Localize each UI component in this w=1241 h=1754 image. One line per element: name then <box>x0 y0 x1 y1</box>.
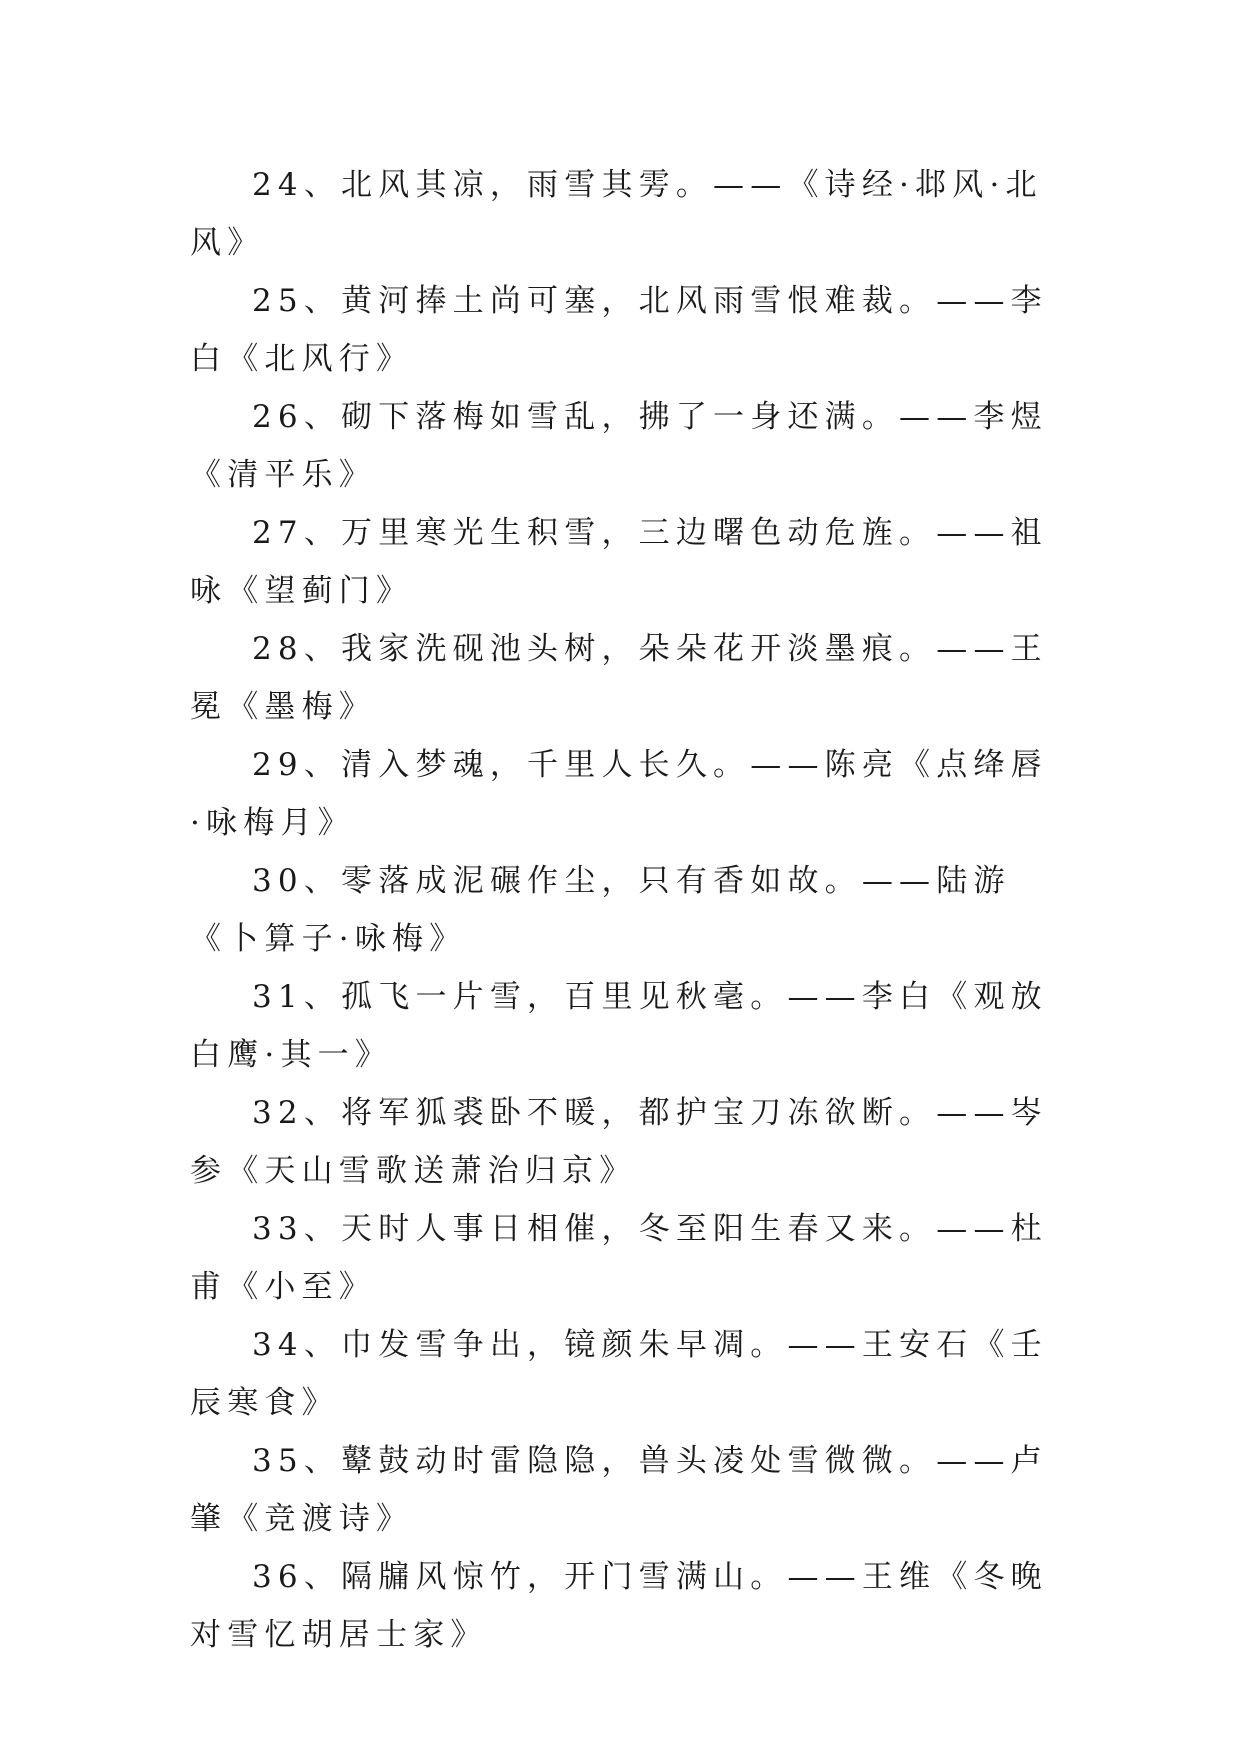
poem-line-27: 27、万里寒光生积雪，三边曙色动危旌。——祖咏《望蓟门》 <box>190 515 1048 609</box>
poem-line-24: 24、北风其凉，雨雪其雱。——《诗经·邶风·北风》 <box>190 167 1043 261</box>
poem-line-33: 33、天时人事日相催，冬至阳生春又来。——杜甫《小至》 <box>190 1211 1048 1305</box>
poem-line-30: 30、零落成泥碾作尘，只有香如故。——陆游《卜算子·咏梅》 <box>190 863 1011 957</box>
poem-line-32: 32、将军狐裘卧不暖，都护宝刀冻欲断。——岑参《天山雪歌送萧治归京》 <box>190 1095 1048 1189</box>
poem-line-35: 35、鼙鼓动时雷隐隐，兽头凌处雪微微。——卢肇《竞渡诗》 <box>190 1443 1048 1537</box>
poem-line-26: 26、砌下落梅如雪乱，拂了一身还满。——李煜《清平乐》 <box>190 399 1048 493</box>
poem-line-28: 28、我家洗砚池头树，朵朵花开淡墨痕。——王冕《墨梅》 <box>190 631 1048 725</box>
poem-line-25: 25、黄河捧土尚可塞，北风雨雪恨难裁。——李白《北风行》 <box>190 283 1048 377</box>
poem-line-31: 31、孤飞一片雪，百里见秋毫。——李白《观放白鹰·其一》 <box>190 979 1048 1073</box>
poem-line-29: 29、清入梦魂，千里人长久。——陈亮《点绛唇·咏梅月》 <box>190 747 1048 841</box>
poem-line-36: 36、隔牖风惊竹，开门雪满山。——王维《冬晚对雪忆胡居士家》 <box>190 1559 1048 1653</box>
poem-list <box>190 156 1060 1664</box>
poem-line-34: 34、巾发雪争出，镜颜朱早凋。——王安石《壬辰寒食》 <box>190 1327 1048 1421</box>
